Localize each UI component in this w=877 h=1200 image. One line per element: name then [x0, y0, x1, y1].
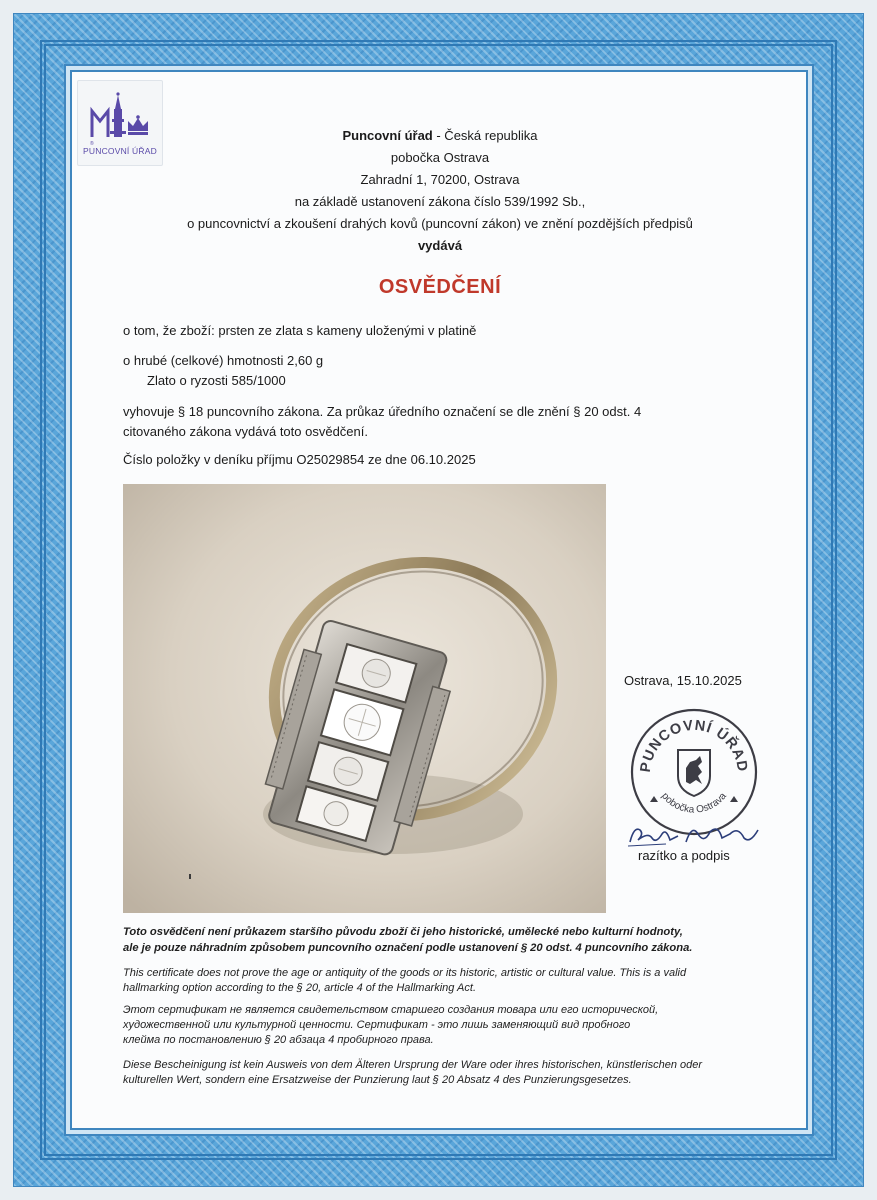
disclaimer-ru-3: клейма по постановлению § 20 абзаца 4 пробирного права. [123, 1034, 434, 1046]
law-reference-2: o puncovnictví a zkoušení drahých kovů (puncovní zákon) ve znění pozdějších předpisů [187, 216, 693, 231]
stamp-bottom-text: pobočka Ostrava [659, 790, 729, 816]
item-weight: o hrubé (celkové) hmotnosti 2,60 g [123, 353, 324, 368]
office-name-bold: Puncovní úřad [342, 128, 433, 143]
issues-text: vydává [417, 238, 463, 253]
law-reference-1: na základě ustanovení zákona číslo 539/1992 Sb., [294, 194, 586, 209]
svg-text:®: ® [90, 141, 94, 147]
office-branch: pobočka Ostrava [390, 150, 490, 165]
signature-label: razítko a podpis [638, 848, 730, 863]
ring-photo [123, 484, 606, 913]
item-description: o tom, že zboží: prsten ze zlata s kameny uloženými v platině [123, 323, 477, 338]
register-number: Číslo položky v deníku příjmu O25029854 ze dne 06.10.2025 [123, 452, 476, 467]
disclaimer-cz-2: ale je pouze náhradním způsobem puncovního označení podle ustanovení § 20 odst. 4 puncovního zákona. [123, 942, 693, 954]
office-name-rest: - Česká republika [432, 128, 538, 143]
item-fineness: Zlato o ryzosti 585/1000 [147, 373, 286, 388]
disclaimer-ru-2: художественной или культурной ценности. Сертификат - это лишь заменяющий вид пробного [123, 1019, 631, 1031]
disclaimer-ru-1: Этот сертификат не является свидетельством старшего создания товара или его исторической, [123, 1004, 659, 1016]
disclaimer-en-2: hallmarking option according to the § 20, article 4 of the Hallmarking Act. [123, 982, 476, 994]
disclaimer-de-2: kulturellen Wert, sondern eine Ersatzweise der Punzierung laut § 20 Absatz 4 des Punzierungsgesetzes. [123, 1074, 632, 1086]
disclaimer-cz-1: Toto osvědčení není průkazem staršího původu zboží či jeho historické, umělecké nebo kulturní hodnoty, [123, 926, 683, 938]
compliance-text-2: citovaného zákona vydává toto osvědčení. [123, 424, 368, 439]
certificate-title: OSVĚDČENÍ [378, 276, 502, 298]
office-name [80, 128, 800, 143]
svg-text:pobočka Ostrava [659, 790, 729, 815]
stamp-top-text: PUNCOVNÍ ÚŘAD [637, 717, 751, 774]
signature-scribble [626, 820, 766, 850]
logo-lettering: PUNCOVNÍ ÚŘAD [83, 146, 157, 156]
office-address: Zahradní 1, 70200, Ostrava [360, 172, 520, 187]
disclaimer-en-1: This certificate does not prove the age or antiquity of the goods or its historic, artistic or cultural value. This is a valid [123, 967, 687, 979]
disclaimer-de-1: Diese Bescheinigung ist kein Ausweis von dem Älteren Ursprung der Ware oder ihres historischen, künstlerischen oder [123, 1059, 703, 1071]
place-and-date: Ostrava, 15.10.2025 [624, 673, 742, 688]
compliance-text-1: vyhovuje § 18 puncovního zákona. Za průkaz úředního označení se dle znění § 20 odst. 4 [123, 404, 642, 419]
official-stamp [628, 706, 760, 838]
